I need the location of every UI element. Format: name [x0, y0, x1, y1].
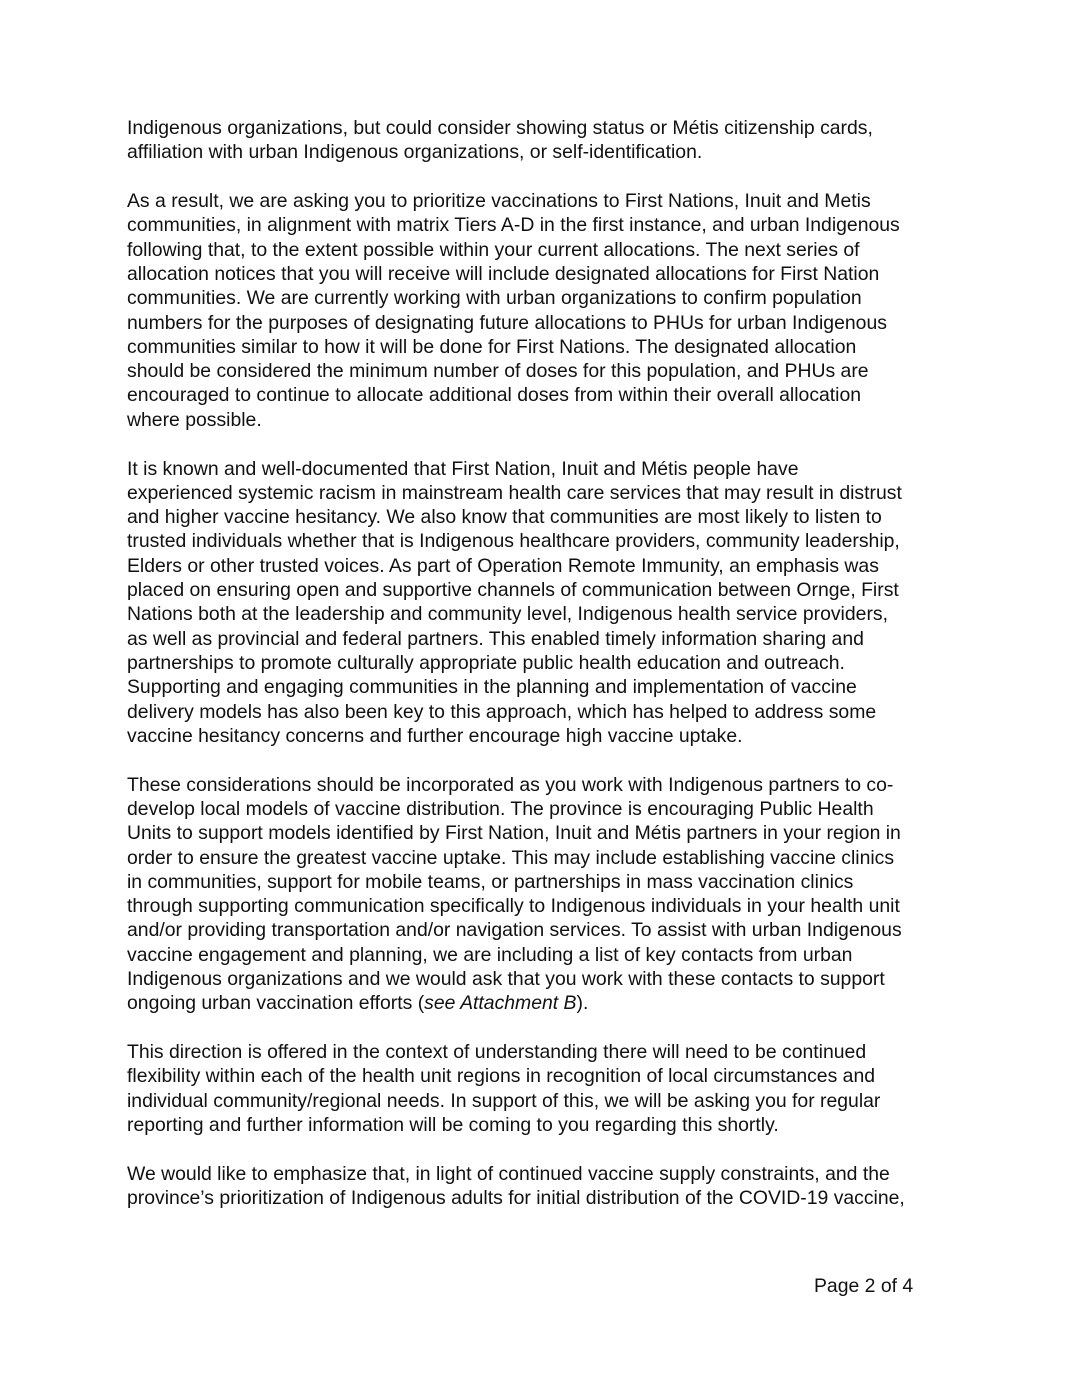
text-line: vaccine engagement and planning, we are including a list of key contacts from urban: [127, 943, 853, 966]
paragraph: [127, 189, 987, 432]
text-line: where possible.: [127, 408, 262, 431]
text-line: as well as provincial and federal partners. This enabled timely information sharing and: [127, 627, 864, 650]
text-run: ongoing urban vaccination efforts (: [127, 992, 425, 1015]
text-line: Indigenous organizations and we would ask that you work with these contacts to support: [127, 968, 885, 990]
text-line: [127, 991, 987, 1015]
text-line: flexibility within each of the health unit regions in recognition of local circumstances and: [127, 1065, 876, 1088]
paragraph: [127, 1040, 987, 1137]
text-line: It is known and well-documented that First Nation, Inuit and Métis people have: [127, 457, 799, 480]
text-line: encouraged to continue to allocate additional doses from within their overall allocation: [127, 384, 862, 407]
attachment-reference: see Attachment B: [424, 992, 577, 1015]
text-line: trusted individuals whether that is Indigenous healthcare providers, community leadership,: [127, 530, 900, 553]
text-line: through supporting communication specifically to Indigenous individuals in your health unit: [127, 895, 900, 918]
text-line: communities. We are currently working with urban organizations to confirm population: [127, 287, 862, 310]
page-number: Page 2 of 4: [814, 1275, 914, 1297]
paragraph: [127, 773, 987, 1016]
text-line: experienced systemic racism in mainstream health care services that may result in distrust: [127, 481, 902, 504]
text-line: in communities, support for mobile teams, or partnerships in mass vaccination clinics: [127, 870, 854, 893]
text-line: This direction is offered in the context of understanding there will need to be continued: [127, 1041, 867, 1064]
text-line: reporting and further information will be coming to you regarding this shortly.: [127, 1113, 779, 1136]
text-line: Elders or other trusted voices. As part of Operation Remote Immunity, an emphasis was: [127, 554, 879, 577]
text-line: communities similar to how it will be done for First Nations. The designated allocation: [127, 335, 857, 358]
text-line: and/or providing transportation and/or navigation services. To assist with urban Indigenous: [127, 919, 902, 942]
text-line: Units to support models identified by First Nation, Inuit and Métis partners in your region in: [127, 822, 901, 845]
paragraph: [127, 116, 987, 165]
text-line: Supporting and engaging communities in the planning and implementation of vaccine: [127, 676, 857, 699]
text-line: should be considered the minimum number of doses for this population, and PHUs are: [127, 360, 869, 383]
text-line: We would like to emphasize that, in light of continued vaccine supply constraints, and the: [127, 1162, 890, 1185]
text-line: delivery models has also been key to this approach, which has helped to address some: [127, 700, 877, 723]
text-line: communities, in alignment with matrix Tiers A-D in the first instance, and urban Indigenous: [127, 214, 900, 237]
paragraph: [127, 1162, 987, 1211]
text-line: partnerships to promote culturally appropriate public health education and outreach.: [127, 651, 845, 674]
text-line: affiliation with urban Indigenous organizations, or self-identification.: [127, 141, 703, 164]
text-line: develop local models of vaccine distribution. The province is encouraging Public Health: [127, 797, 874, 820]
document-body: [127, 116, 987, 1210]
text-line: following that, to the extent possible within your current allocations. The next series of: [127, 238, 860, 261]
text-line: vaccine hesitancy concerns and further encourage high vaccine uptake.: [127, 724, 743, 747]
text-line: numbers for the purposes of designating future allocations to PHUs for urban Indigenous: [127, 311, 887, 334]
paragraph: [127, 457, 987, 749]
text-line: placed on ensuring open and supportive channels of communication between Ornge, First: [127, 579, 899, 602]
text-line: allocation notices that you will receive will include designated allocations for First Nation: [127, 262, 880, 285]
text-line: These considerations should be incorporated as you work with Indigenous partners to co-: [127, 773, 894, 796]
text-line: individual community/regional needs. In support of this, we will be asking you for regular: [127, 1089, 881, 1112]
text-line: As a result, we are asking you to prioritize vaccinations to First Nations, Inuit and Metis: [127, 190, 871, 213]
text-line: Nations both at the leadership and community level, Indigenous health service providers,: [127, 603, 888, 626]
text-line: order to ensure the greatest vaccine uptake. This may include establishing vaccine clinics: [127, 846, 895, 869]
text-line: and higher vaccine hesitancy. We also know that communities are most likely to listen to: [127, 506, 882, 529]
text-line: province’s prioritization of Indigenous adults for initial distribution of the COVID-19 vaccine,: [127, 1187, 905, 1210]
text-line: Indigenous organizations, but could consider showing status or Métis citizenship cards,: [127, 117, 873, 139]
text-run: ).: [576, 992, 589, 1015]
